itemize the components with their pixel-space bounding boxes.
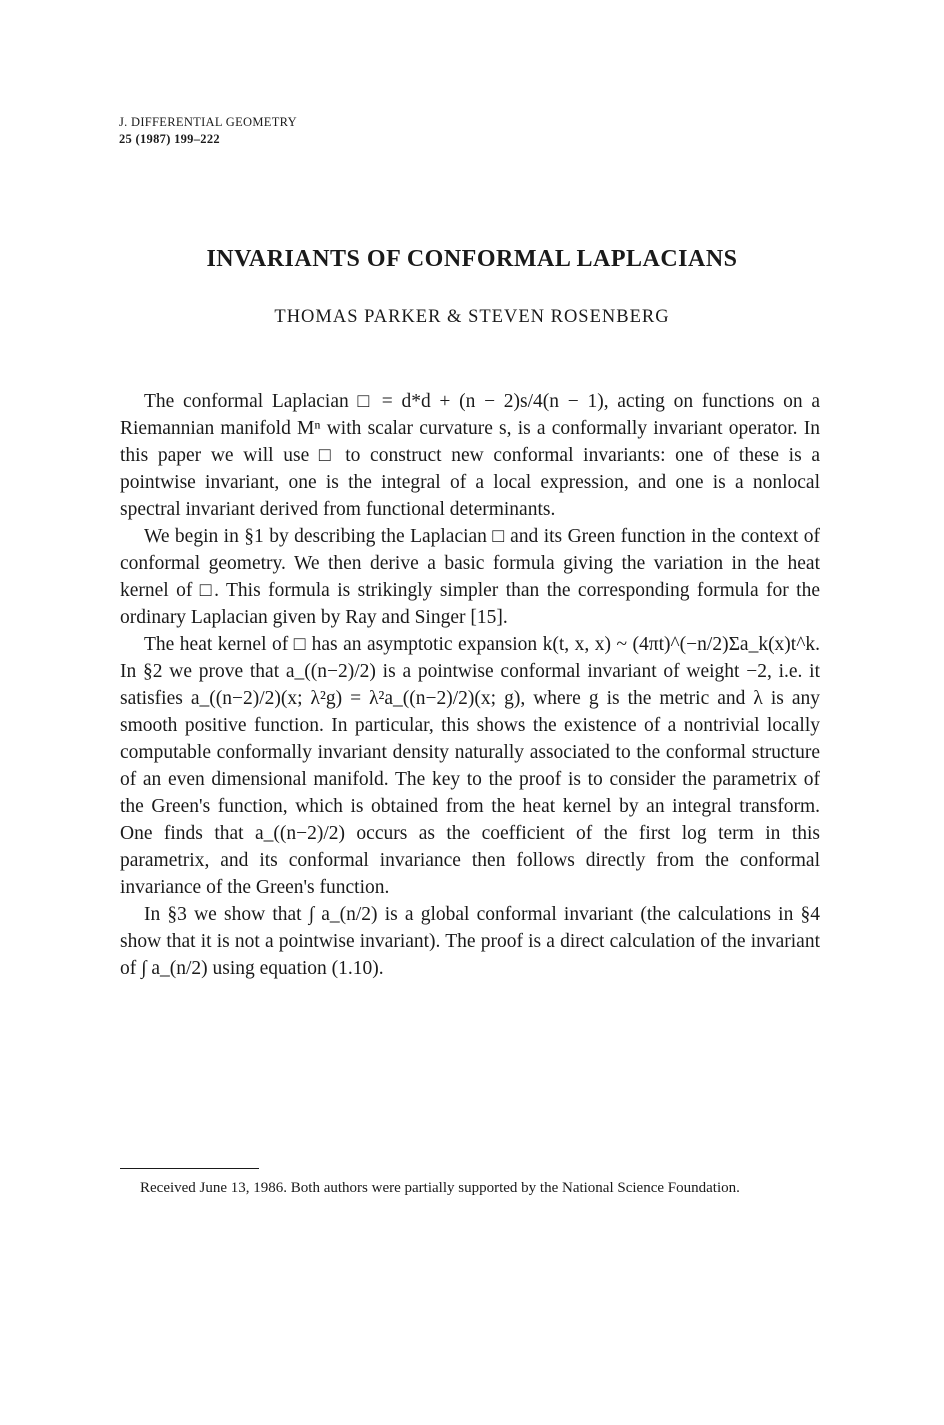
- footnote: [120, 1178, 820, 1199]
- paragraph-3: The heat kernel of □ has an asymptotic expansion k(t, x, x) ~ (4πt)^(−n/2)Σa_k(x)t^k. In §2 we prove that a_((n−2)/2) is a pointwise conformal invariant of weight −2, i.e. it satisfies a_((n−2)/2)(x; λ²g) = λ²a_((n−2)/2)(x; g), where g is the metric and λ is any smooth positive function. In particular, this shows the existence of a nontrivial locally computable conformally invariant density naturally associated to the conformal structure of an even dimensional manifold. The key to the proof is to consider the parametrix of the Green's function, which is obtained from the heat kernel by an integral transform. One finds that a_((n−2)/2) occurs as the coefficient of the first log term in this parametrix, and its conformal invariance then follows directly from the conformal invariance of the Green's function.: [120, 634, 820, 898]
- paper-authors: THOMAS PARKER & STEVEN ROSENBERG: [274, 307, 670, 327]
- footnote-text: Received June 13, 1986. Both authors were partially supported by the National Science Foundation.: [140, 1180, 740, 1196]
- journal-volume: 25 (1987) 199–222: [119, 132, 220, 146]
- abstract-body: [120, 388, 820, 982]
- journal-header: [119, 114, 297, 148]
- paper-title: INVARIANTS OF CONFORMAL LAPLACIANS: [206, 246, 738, 272]
- paragraph-1: The conformal Laplacian □ = d*d + (n − 2)s/4(n − 1), acting on functions on a Riemannian manifold Mⁿ with scalar curvature s, is a conformally invariant operator. In this paper we will use □ to construct new conformal invariants: one of these is a pointwise invariant, one is the integral of a local expression, and one is a nonlocal spectral invariant derived from functional determinants.: [120, 391, 820, 520]
- journal-name: J. DIFFERENTIAL GEOMETRY: [119, 115, 297, 129]
- paragraph-2: We begin in §1 by describing the Laplacian □ and its Green function in the context of conformal geometry. We then derive a basic formula giving the variation in the heat kernel of □. This formula is strikingly simpler than the corresponding formula for the ordinary Laplacian given by Ray and Singer [15].: [120, 526, 820, 628]
- footnote-rule: [120, 1168, 259, 1169]
- paragraph-4: In §3 we show that ∫ a_(n/2) is a global conformal invariant (the calculations in §4 show that it is not a pointwise invariant). The proof is a direct calculation of the invariant of ∫ a_(n/2) using equation (1.10).: [120, 904, 820, 979]
